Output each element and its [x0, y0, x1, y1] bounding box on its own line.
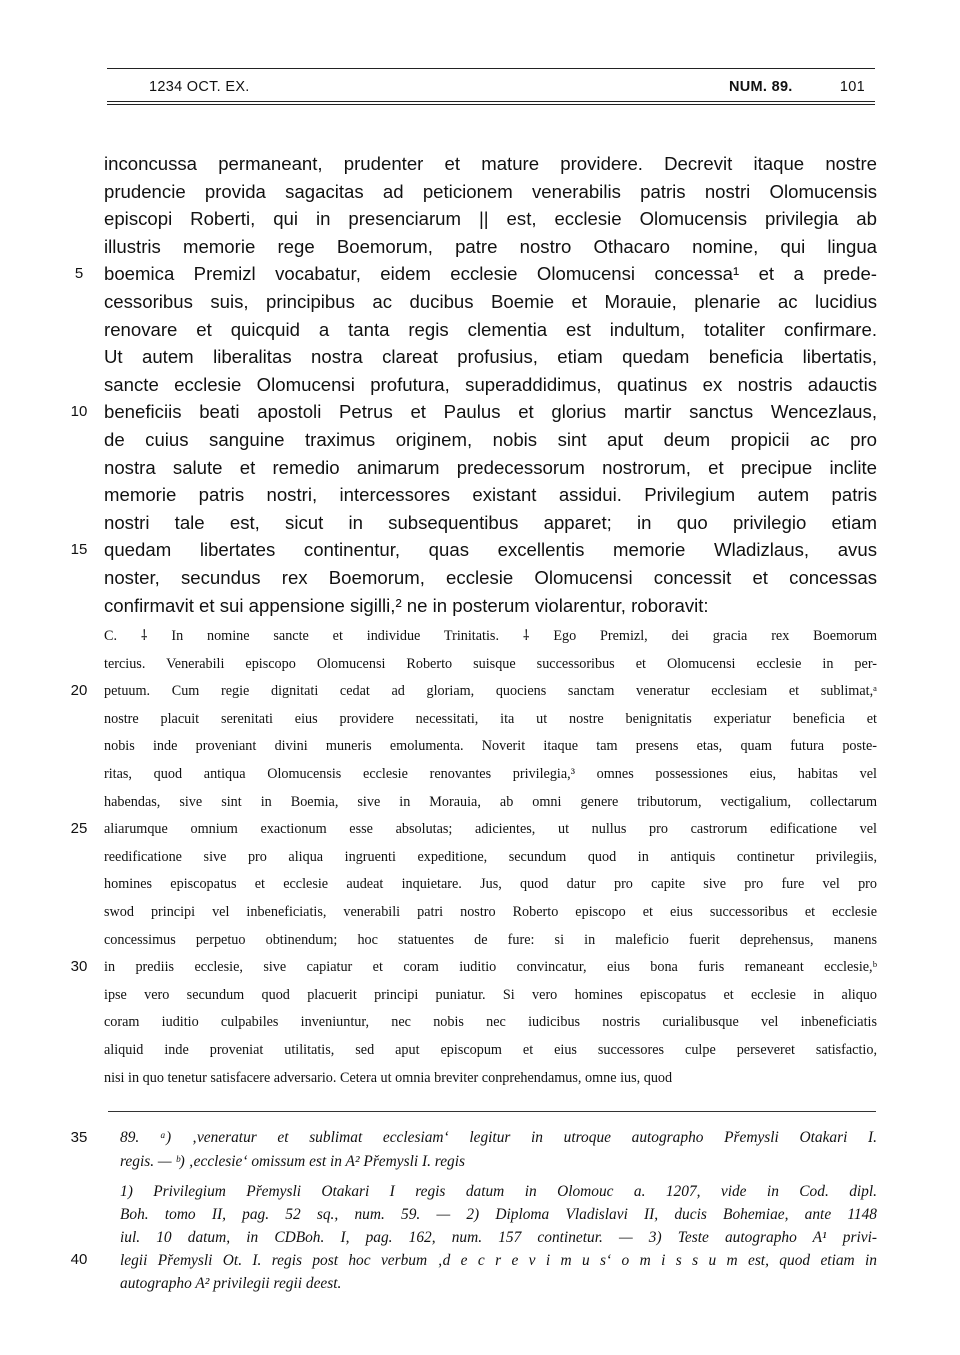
margin-line-number: 5 [74, 265, 84, 283]
main-text-line: beneficiis beati apostoli Petrus et Paulus et glorius martir sanctus Wencezlaus, [104, 401, 877, 423]
margin-line-number: 30 [70, 958, 88, 976]
main-text-line: prudencie provida sagacitas ad peticionem venerabilis patris nostri Olomucensis [104, 180, 877, 202]
header-rule [107, 101, 875, 102]
main-text-line: confirmavit et sui appensione sigilli,² ne in posterum violarentur, roboravit: [104, 594, 709, 616]
margin-line-number: 35 [70, 1129, 88, 1146]
margin-line-number: 10 [70, 403, 88, 421]
margin-line-number: 25 [70, 820, 88, 838]
page-number: 101 [839, 79, 865, 95]
main-text-line: memorie patris nostri, intercessores existant assidui. Privilegium autem patris [104, 484, 877, 506]
main-text-line: noster, secundus rex Boemorum, ecclesie Olomucensi concessit et concessas [104, 567, 877, 588]
footnote-line: iul. 10 datum, in CDBoh. I, pag. 162, num. 157 continetur. — 3) Teste autographo A¹ privi- [120, 1229, 877, 1246]
main-text-line: boemica Premizl vocabatur, eidem ecclesie Olomucensi concessa¹ et a prede- [104, 263, 877, 285]
charter-text-line: nobis inde proveniant divini muneris emolumenta. Noverit itaque tam presens etas, quam futura poste- [104, 738, 877, 755]
charter-text-line: coram iuditio culpabiles inveniuntur, nec nobis nec iudicibus nostris curialibusque vel inbeneficiatis [104, 1014, 877, 1031]
footnote-line: regis. — ᵇ) ‚ecclesie‘ omissum est in A² Přemysli I. regis [120, 1153, 466, 1170]
main-text-line: nostra salute et remedio animarum predecessorum nostrorum, et precipue inclite [104, 456, 877, 478]
main-text-line: illustris memorie rege Boemorum, patre nostro Othacaro nomine, qui lingua [104, 235, 877, 257]
charter-text-line: homines episcopatus et ecclesie audeat inquietare. Jus, quod datur pro capite sive pro fure vel pro [104, 876, 877, 893]
charter-text-line: nisi in quo tenetur satisfacere adversario. Cetera ut omnia breviter conprehendamus, omne ius, quod [104, 1069, 673, 1086]
main-text-line: nostri tale est, sicut in subsequentibus apparet; in quo privilegio etiam [104, 511, 877, 533]
footnote-line: 1) Privilegium Přemysli Otakari I regis datum in Olomouc a. 1207, vide in Cod. dipl. [120, 1183, 877, 1200]
charter-text-line: reedificatione sive pro aliqua ingruenti expeditione, secundum quod in antiquis continetur privilegiis, [104, 848, 877, 865]
charter-text-line: ritas, quod antiqua Olomucensis ecclesie renovantes privilegia,³ omnes possessiones eius, habitas vel [104, 766, 877, 782]
footnote-line: legii Přemysli Ot. I. regis post hoc verbum ‚d e c r e v i m u s‘ o m i s s u m est, quod etiam in [120, 1252, 877, 1269]
charter-text-line: habendas, sive sint in Boemia, sive in Morauia, ab omni genere tributorum, vectigalium, collectarum [104, 793, 877, 810]
margin-line-number: 40 [70, 1251, 88, 1268]
margin-line-number: 15 [70, 541, 88, 559]
footnote-separator [108, 1111, 876, 1112]
charter-text-line: nostre placuit serenitati eius providere necessitati, ita ut nostre benignitatis experiatur beneficia et [104, 710, 877, 727]
main-text-line: renovare et quicquid a tanta regis clementia est indultum, totaliter confirmare. [104, 318, 877, 340]
main-text-line: cessoribus suis, principibus ac ducibus Boemie et Morauie, plenarie ac lucidius [104, 291, 877, 312]
charter-text-line: C. ⸸ In nomine sancte et individue Trinitatis. ⸸ Ego Premizl, dei gracia rex Boemorum [104, 628, 877, 644]
charter-text-line: in prediis ecclesie, sive capiatur et coram iuditio convincatur, eius bona furis remaneant ecclesie,ᵇ [104, 959, 877, 976]
footnote-line: Boh. tomo II, pag. 52 sq., num. 59. — 2) Diploma Vladislavi II, ducis Bohemiae, ante 1148 [120, 1206, 877, 1223]
header-rule [107, 104, 875, 105]
charter-text-line: petuum. Cum regie dignitati cedat ad gloriam, quociens sanctam veneratur ecclesiam et sublimat,ᵃ [104, 683, 877, 700]
main-text-line: sancte ecclesie Olomucensi profutura, superaddidimus, quatinus ex nostris adauctis [104, 373, 877, 395]
charter-text-line: aliquid inde proveniat utilitatis, sed aput episcopum et eius successores culpe perseveret satisfactio, [104, 1042, 877, 1058]
main-text-line: Ut autem liberalitas nostra clareat profusius, etiam quedam beneficia libertatis, [104, 346, 877, 368]
footnote-line: autographo A² privilegii regii deest. [120, 1275, 342, 1292]
main-text-line: de cuius sanguine traximus originem, nobis sint aput deum propicii ac pro [104, 429, 877, 450]
running-header [107, 68, 875, 105]
header-date: 1234 OCT. EX. [149, 79, 250, 95]
header-document-number: NUM. 89. [729, 79, 793, 95]
charter-text-line: swod principi vel inbeneficiatis, venerabili patri nostro Roberto episcopo et eius successoribus et ecclesie [104, 904, 877, 920]
main-text-line: quedam libertates continentur, quas excellentis memorie Wladizlaus, avus [104, 539, 877, 561]
charter-text-line: tercius. Venerabili episcopo Olomucensi Roberto suisque successoribus et Olomucensi ecclesie in per- [104, 655, 877, 672]
main-text-line: inconcussa permaneant, prudenter et mature providere. Decrevit itaque nostre [104, 153, 877, 174]
charter-text-line: concessimus perpetuo obtinendum; hoc statuentes de fure: si in maleficio fuerit deprehensus, manens [104, 931, 877, 948]
charter-text-line: aliarumque omnium exactionum esse absolutas; adicientes, ut nullus pro castrorum edificatione vel [104, 821, 877, 838]
main-text-line: episcopi Roberti, qui in presenciarum || est, ecclesie Olomucensis privilegia ab [104, 208, 877, 230]
margin-line-number: 20 [70, 682, 88, 700]
charter-text-line: ipse vero secundum quod placuerit principi puniatur. Si vero homines episcopatus et ecclesie in aliquo [104, 986, 877, 1003]
footnote-line: 89. ᵃ) ‚veneratur et sublimat ecclesiam‘ legitur in utroque autographo Přemysli Otakari I. [120, 1129, 877, 1146]
